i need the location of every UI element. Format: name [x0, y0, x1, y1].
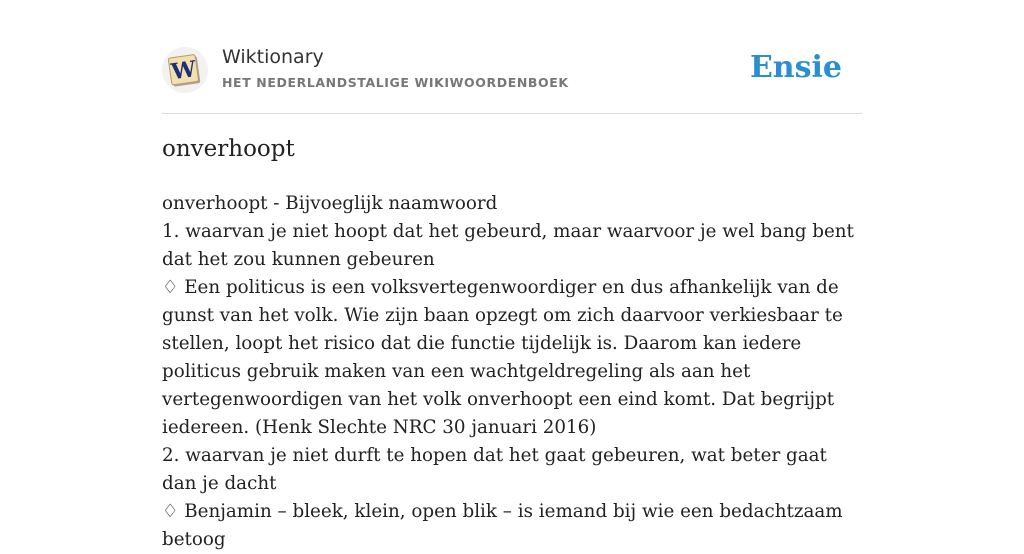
definition-2-example: ♢ Benjamin – bleek, klein, open blik – is iemand bij wie een bedachtzaam betoog: [162, 501, 843, 550]
site-tagline: HET NEDERLANDSTALIGE WIKIWOORDENBOEK: [222, 75, 569, 90]
definition-2-text: 2. waarvan je niet durft te hopen dat het gaat gebeuren, wat beter gaat dan je dacht: [162, 445, 827, 494]
entry-heading: onverhoopt - Bijvoeglijk naamwoord: [162, 193, 498, 214]
site-name[interactable]: Wiktionary: [222, 46, 324, 68]
page-title: onverhoopt: [162, 136, 295, 162]
definition-1-example: ♢ Een politicus is een volksvertegenwoordiger en dus afhankelijk van de gunst van het volk. Wie zijn baan opzegt om zich daarvoor verkiesbaar te stellen, loopt het risico dat die functie tijdelijk is. Daarom kan iedere politicus gebruik maken van een wachtgeldregeling als aan het vertegenwoordigen van het volk onverhoopt een eind komt. Dat begrijpt iedereen. (Henk Slechte NRC 30 januari 2016): [162, 277, 843, 438]
definition-1-text: 1. waarvan je niet hoopt dat het gebeurd, maar waarvoor je wel bang bent dat het zou kunnen gebeuren: [162, 221, 854, 270]
ensie-brand-logo[interactable]: Ensie: [749, 50, 842, 85]
svg-text:W: W: [169, 56, 198, 86]
header-divider: [162, 113, 862, 114]
wiktionary-logo-icon[interactable]: [162, 47, 208, 93]
site-header: [162, 44, 862, 96]
definition-body: [162, 190, 862, 554]
